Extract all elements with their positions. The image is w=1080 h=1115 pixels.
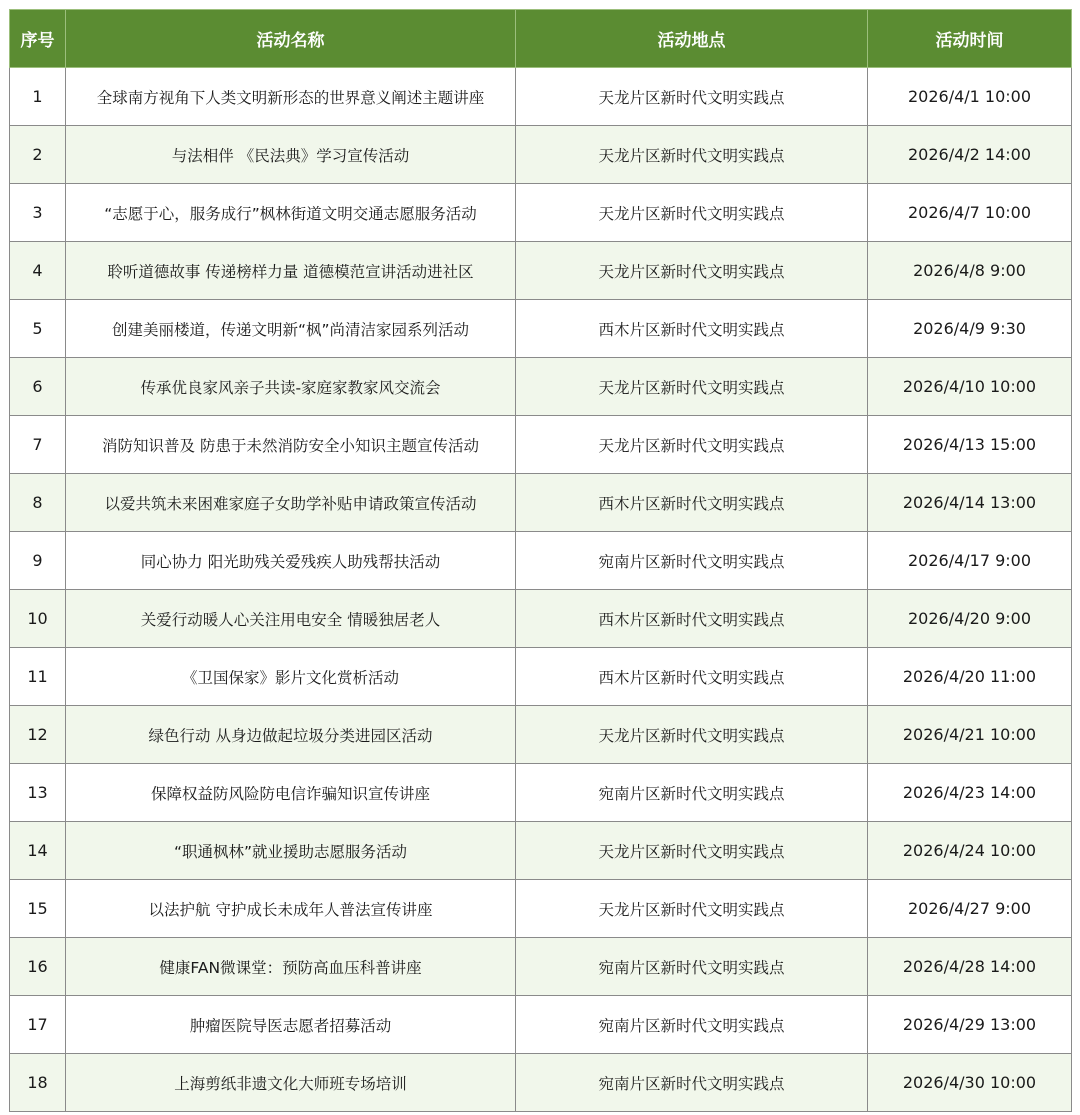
header-index: 序号 [10, 10, 66, 68]
cell-activity-time: 2026/4/7 10:00 [868, 184, 1072, 242]
cell-activity-location: 宛南片区新时代文明实践点 [516, 938, 868, 996]
cell-activity-name: 上海剪纸非遗文化大师班专场培训 [66, 1054, 516, 1112]
cell-index: 12 [10, 706, 66, 764]
cell-activity-time: 2026/4/10 10:00 [868, 358, 1072, 416]
cell-index: 5 [10, 300, 66, 358]
cell-activity-time: 2026/4/1 10:00 [868, 68, 1072, 126]
cell-index: 1 [10, 68, 66, 126]
cell-activity-location: 天龙片区新时代文明实践点 [516, 358, 868, 416]
cell-activity-time: 2026/4/17 9:00 [868, 532, 1072, 590]
cell-activity-location: 宛南片区新时代文明实践点 [516, 996, 868, 1054]
cell-activity-name: 聆听道德故事 传递榜样力量 道德模范宣讲活动进社区 [66, 242, 516, 300]
cell-index: 17 [10, 996, 66, 1054]
cell-activity-location: 西木片区新时代文明实践点 [516, 648, 868, 706]
table-row [10, 300, 1072, 358]
cell-activity-location: 天龙片区新时代文明实践点 [516, 242, 868, 300]
table-header [10, 10, 1072, 68]
cell-index: 8 [10, 474, 66, 532]
cell-index: 9 [10, 532, 66, 590]
cell-index: 11 [10, 648, 66, 706]
cell-activity-name: “职通枫林”就业援助志愿服务活动 [66, 822, 516, 880]
cell-activity-location: 西木片区新时代文明实践点 [516, 474, 868, 532]
cell-activity-time: 2026/4/20 9:00 [868, 590, 1072, 648]
cell-index: 10 [10, 590, 66, 648]
cell-activity-name: 以爱共筑未来困难家庭子女助学补贴申请政策宣传活动 [66, 474, 516, 532]
table-row [10, 532, 1072, 590]
cell-activity-location: 宛南片区新时代文明实践点 [516, 532, 868, 590]
cell-activity-location: 西木片区新时代文明实践点 [516, 300, 868, 358]
cell-index: 14 [10, 822, 66, 880]
cell-activity-name: 消防知识普及 防患于未然消防安全小知识主题宣传活动 [66, 416, 516, 474]
table-row [10, 590, 1072, 648]
activity-table-container [9, 9, 1072, 1112]
cell-index: 15 [10, 880, 66, 938]
cell-activity-name: 传承优良家风亲子共读-家庭家教家风交流会 [66, 358, 516, 416]
cell-activity-time: 2026/4/9 9:30 [868, 300, 1072, 358]
cell-activity-time: 2026/4/14 13:00 [868, 474, 1072, 532]
cell-index: 7 [10, 416, 66, 474]
cell-activity-location: 天龙片区新时代文明实践点 [516, 184, 868, 242]
table-row [10, 764, 1072, 822]
header-row [10, 10, 1072, 68]
header-activity-location: 活动地点 [516, 10, 868, 68]
cell-activity-location: 天龙片区新时代文明实践点 [516, 126, 868, 184]
table-row [10, 938, 1072, 996]
cell-activity-name: 同心协力 阳光助残关爱残疾人助残帮扶活动 [66, 532, 516, 590]
cell-activity-name: 保障权益防风险防电信诈骗知识宣传讲座 [66, 764, 516, 822]
cell-activity-location: 天龙片区新时代文明实践点 [516, 68, 868, 126]
cell-index: 2 [10, 126, 66, 184]
cell-index: 3 [10, 184, 66, 242]
cell-activity-time: 2026/4/21 10:00 [868, 706, 1072, 764]
cell-activity-name: 关爱行动暖人心关注用电安全 情暖独居老人 [66, 590, 516, 648]
cell-activity-time: 2026/4/30 10:00 [868, 1054, 1072, 1112]
table-row [10, 242, 1072, 300]
table-row [10, 648, 1072, 706]
table-row [10, 68, 1072, 126]
cell-activity-time: 2026/4/28 14:00 [868, 938, 1072, 996]
table-row [10, 416, 1072, 474]
cell-activity-location: 宛南片区新时代文明实践点 [516, 1054, 868, 1112]
cell-activity-time: 2026/4/27 9:00 [868, 880, 1072, 938]
cell-index: 18 [10, 1054, 66, 1112]
activity-schedule-table [9, 9, 1072, 1112]
table-row [10, 1054, 1072, 1112]
cell-activity-time: 2026/4/2 14:00 [868, 126, 1072, 184]
cell-activity-location: 天龙片区新时代文明实践点 [516, 416, 868, 474]
cell-index: 16 [10, 938, 66, 996]
cell-activity-time: 2026/4/20 11:00 [868, 648, 1072, 706]
cell-index: 13 [10, 764, 66, 822]
header-activity-time: 活动时间 [868, 10, 1072, 68]
cell-activity-name: 全球南方视角下人类文明新形态的世界意义阐述主题讲座 [66, 68, 516, 126]
cell-activity-time: 2026/4/13 15:00 [868, 416, 1072, 474]
cell-activity-name: 肿瘤医院导医志愿者招募活动 [66, 996, 516, 1054]
table-row [10, 358, 1072, 416]
cell-activity-location: 宛南片区新时代文明实践点 [516, 764, 868, 822]
cell-activity-time: 2026/4/23 14:00 [868, 764, 1072, 822]
table-row [10, 126, 1072, 184]
cell-activity-time: 2026/4/8 9:00 [868, 242, 1072, 300]
cell-activity-time: 2026/4/29 13:00 [868, 996, 1072, 1054]
table-row [10, 996, 1072, 1054]
table-row [10, 474, 1072, 532]
cell-activity-name: 绿色行动 从身边做起垃圾分类进园区活动 [66, 706, 516, 764]
cell-activity-time: 2026/4/24 10:00 [868, 822, 1072, 880]
cell-activity-name: “志愿于心，服务成行”枫林街道文明交通志愿服务活动 [66, 184, 516, 242]
cell-activity-location: 天龙片区新时代文明实践点 [516, 706, 868, 764]
cell-activity-location: 西木片区新时代文明实践点 [516, 590, 868, 648]
table-row [10, 822, 1072, 880]
cell-activity-name: 创建美丽楼道，传递文明新“枫”尚清洁家园系列活动 [66, 300, 516, 358]
cell-activity-name: 健康FAN微课堂：预防高血压科普讲座 [66, 938, 516, 996]
cell-index: 4 [10, 242, 66, 300]
cell-activity-name: 《卫国保家》影片文化赏析活动 [66, 648, 516, 706]
cell-activity-location: 天龙片区新时代文明实践点 [516, 822, 868, 880]
header-activity-name: 活动名称 [66, 10, 516, 68]
cell-activity-location: 天龙片区新时代文明实践点 [516, 880, 868, 938]
table-row [10, 184, 1072, 242]
cell-activity-name: 以法护航 守护成长未成年人普法宣传讲座 [66, 880, 516, 938]
table-body [10, 68, 1072, 1112]
table-row [10, 880, 1072, 938]
cell-index: 6 [10, 358, 66, 416]
cell-activity-name: 与法相伴 《民法典》学习宣传活动 [66, 126, 516, 184]
table-row [10, 706, 1072, 764]
